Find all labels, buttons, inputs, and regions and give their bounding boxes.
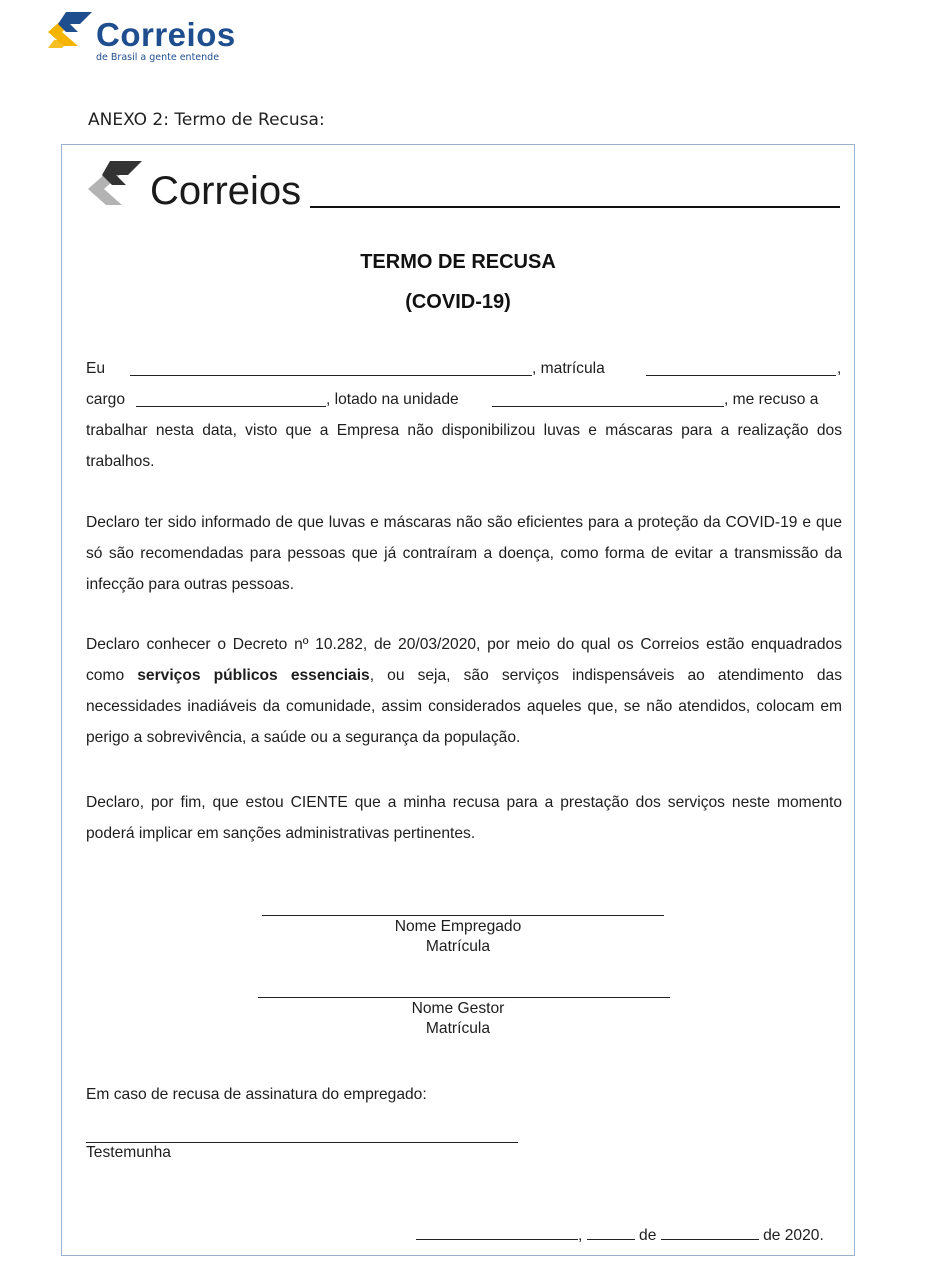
label-lotado: , lotado na unidade bbox=[326, 391, 459, 408]
day-blank[interactable] bbox=[587, 1223, 635, 1240]
fill-in-paragraph bbox=[86, 353, 842, 477]
decree-text-after: , ou seja, são serviços indispensáveis ao atendimento das necessidades inadiáveis da comunidade, assim considerados aqueles que, se não atendidos, colocam em perigo a sobrevivência, a saúde ou a segurança da população. bbox=[86, 667, 842, 746]
logo-wordmark: Correios bbox=[96, 16, 236, 53]
manager-id-label: Matrícula bbox=[425, 1020, 491, 1037]
manager-name-label: Nome Gestor bbox=[411, 1000, 505, 1017]
refusal-form-document bbox=[61, 144, 855, 1256]
employee-signature-block bbox=[62, 917, 854, 957]
role-blank[interactable] bbox=[136, 386, 326, 407]
paragraph-decree bbox=[86, 629, 842, 753]
document-logo-wordmark: Correios bbox=[150, 169, 302, 213]
date-row bbox=[416, 1223, 846, 1245]
employee-name-label: Nome Empregado bbox=[394, 918, 522, 935]
manager-signature-line[interactable] bbox=[258, 997, 670, 998]
decree-text-before: Declaro conhecer o Decreto nº 10.282, de 20/03/2020, por meio do qual os Correios estão enquadrados como bbox=[86, 636, 842, 684]
date-de-label: de bbox=[639, 1227, 657, 1244]
manager-signature-block bbox=[62, 999, 854, 1039]
employee-id-label: Matrícula bbox=[425, 938, 491, 955]
date-year-label: de 2020. bbox=[763, 1227, 824, 1244]
paragraph-final: Declaro, por fim, que estou CIENTE que a minha recusa para a prestação dos serviços neste momento poderá implicar em sanções administrativas pertinentes. bbox=[86, 794, 842, 842]
correios-logo-icon bbox=[40, 10, 96, 56]
fill-row-role bbox=[86, 384, 842, 415]
document-logo bbox=[84, 159, 844, 219]
label-eu: Eu bbox=[86, 360, 106, 377]
annex-title: ANEXO 2: Termo de Recusa: bbox=[88, 110, 325, 130]
paragraph-info: Declaro ter sido informado de que luvas e máscaras não são eficientes para a proteção da COVID-19 e que só são recomendadas para pessoas que já contraíram a doença, como forma de evitar a transmissão da infecção para outras pessoas. bbox=[86, 514, 842, 593]
witness-signature-line[interactable] bbox=[86, 1142, 518, 1143]
employee-id-blank[interactable] bbox=[646, 355, 836, 376]
correios-logo-icon bbox=[84, 159, 148, 211]
fill-row-name bbox=[86, 353, 842, 384]
refusal-note: Em caso de recusa de assinatura do empregado: bbox=[86, 1086, 427, 1103]
label-recuso: , me recuso a bbox=[724, 391, 819, 408]
decree-bold-text: serviços públicos essenciais bbox=[137, 667, 370, 684]
document-subtitle: (COVID-19) bbox=[405, 291, 511, 313]
employee-signature-line[interactable] bbox=[262, 915, 664, 916]
city-blank[interactable] bbox=[416, 1223, 578, 1240]
logo-slogan: de Brasil a gente entende bbox=[96, 52, 220, 63]
label-matricula: , matrícula bbox=[532, 360, 605, 377]
month-blank[interactable] bbox=[661, 1223, 759, 1240]
document-title: TERMO DE RECUSA bbox=[360, 251, 556, 273]
employee-name-blank[interactable] bbox=[130, 355, 532, 376]
unit-blank[interactable] bbox=[492, 386, 724, 407]
logo-underline bbox=[310, 206, 840, 208]
witness-label: Testemunha bbox=[86, 1144, 171, 1161]
label-cargo: cargo bbox=[86, 391, 126, 408]
comma: , bbox=[837, 360, 842, 377]
date-comma: , bbox=[578, 1227, 583, 1244]
brand-logo bbox=[40, 8, 240, 68]
fill-paragraph-rest: trabalhar nesta data, visto que a Empresa não disponibilizou luvas e máscaras para a realização dos trabalhos. bbox=[86, 422, 842, 470]
